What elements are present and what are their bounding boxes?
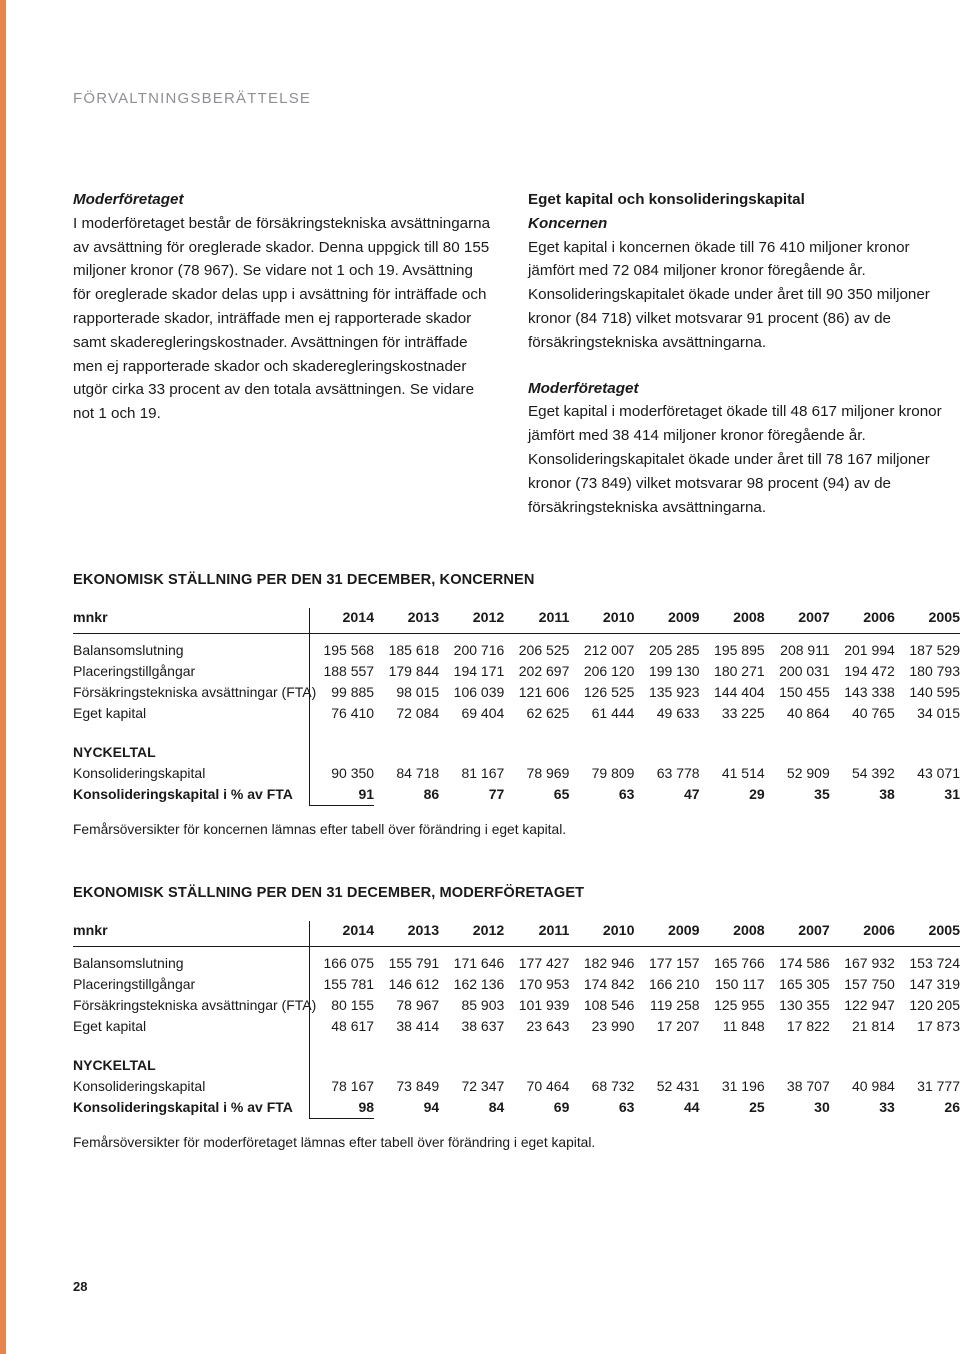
ratio-value: 63: [618, 1099, 635, 1116]
ratio-value: 77: [488, 786, 505, 803]
ratio-value: 38 707: [786, 1078, 830, 1094]
cell-value: 143 338: [844, 684, 895, 700]
year-header: 2007: [765, 921, 830, 947]
cell-value: 23 990: [591, 1018, 635, 1034]
left-column: [73, 188, 493, 426]
ratio-value: 63 778: [656, 765, 700, 781]
ratio-value: 69: [553, 1099, 570, 1116]
year-header: 2013: [374, 921, 439, 947]
table-header-row: [73, 608, 960, 634]
table-row: [73, 661, 960, 682]
cell-value: 174 842: [583, 976, 635, 992]
right-subhead-moderforetaget: Moderföretaget: [528, 379, 639, 397]
nyckeltal-row: [73, 742, 960, 763]
cell-value: 106 039: [453, 684, 505, 700]
cell-value: 48 617: [309, 1016, 374, 1037]
table-title: EKONOMISK STÄLLNING PER DEN 31 DECEMBER, MODERFÖRETAGET: [73, 885, 585, 901]
ratio-value: 65: [553, 786, 570, 803]
cell-value: 135 923: [648, 684, 700, 700]
row-label: Försäkringstekniska avsättningar (FTA): [73, 684, 317, 700]
cell-value: 126 525: [583, 684, 635, 700]
right-heading: Eget kapital och konsolideringskapital: [528, 191, 805, 208]
cell-value: 195 895: [714, 642, 765, 658]
cell-value: 33 225: [721, 705, 765, 721]
ratio-value: 30: [814, 1099, 830, 1116]
nyckeltal-label: NYCKELTAL: [73, 744, 156, 760]
cell-value: 155 781: [309, 974, 374, 995]
year-header: 2010: [569, 608, 634, 634]
ratio-value: 68 732: [591, 1078, 635, 1094]
cell-value: 119 258: [649, 997, 700, 1013]
financial-table: [73, 608, 960, 806]
right-subhead-koncernen: Koncernen: [528, 214, 608, 232]
cell-value: 206 525: [518, 642, 570, 658]
cell-value: 195 568: [309, 634, 374, 662]
cell-value: 174 586: [779, 955, 830, 971]
nyckeltal-row: [73, 1055, 960, 1076]
cell-value: 11 848: [722, 1018, 765, 1034]
year-header: 2008: [700, 921, 765, 947]
cell-value: 140 595: [909, 684, 960, 700]
year-header: 2005: [895, 921, 960, 947]
year-header: 2009: [634, 608, 699, 634]
cell-value: 208 911: [780, 642, 830, 658]
cell-value: 72 084: [396, 705, 440, 721]
ratio-value: 31: [944, 786, 960, 803]
ratio-value: 98: [309, 1097, 374, 1119]
unit-label: mnkr: [73, 608, 309, 634]
table-spacer: [73, 1037, 960, 1055]
ratio-value: 73 849: [396, 1078, 440, 1094]
table-row: [73, 682, 960, 703]
year-header: 2012: [439, 921, 504, 947]
cell-value: 153 724: [909, 955, 960, 971]
year-header: 2014: [309, 921, 374, 947]
cell-value: 188 557: [309, 661, 374, 682]
ratio-value: 63: [618, 786, 635, 803]
ratio-value: 54 392: [852, 765, 895, 781]
cell-value: 170 953: [518, 976, 570, 992]
cell-value: 120 205: [909, 997, 960, 1013]
cell-value: 179 844: [388, 663, 440, 679]
cell-value: 69 404: [461, 705, 505, 721]
ratio-value: 38: [879, 786, 895, 803]
nyckeltal-label: NYCKELTAL: [73, 1057, 156, 1073]
ratio-row: [73, 763, 960, 784]
cell-value: 78 967: [396, 997, 440, 1013]
left-paragraph: I moderföretaget består de försäkringstekniska avsättningarna av avsättning för oreglerade skador. Denna uppgick till 80 155 miljoner kronor (78 967). Se vidare not 1 och 19. Avsättning för oreglerade skador delas upp i avsättning för inträffade och rapporterade skador, inträffade men ej rapporterade skador samt skaderegleringskostnader. Avsättningen för inträffade men ej rapporterade skador och skaderegleringskostnader utgör cirka 33 procent av den totala avsättningen. Se vidare not 1 och 19.: [73, 214, 491, 423]
cell-value: 40 765: [852, 705, 895, 721]
cell-value: 125 955: [714, 997, 765, 1013]
ratio-value: 29: [749, 786, 765, 803]
year-header: 2011: [504, 921, 569, 947]
cell-value: 38 414: [396, 1018, 440, 1034]
year-header: 2012: [439, 608, 504, 634]
year-header: 2008: [700, 608, 765, 634]
ratio-label: Konsolideringskapital i % av FTA: [73, 1099, 293, 1116]
ratio-value: 41 514: [721, 765, 765, 781]
cell-value: 17 822: [786, 1018, 830, 1034]
cell-value: 182 946: [583, 955, 635, 971]
cell-value: 98 015: [396, 684, 440, 700]
cell-value: 49 633: [656, 705, 700, 721]
ratio-value: 25: [749, 1099, 765, 1116]
cell-value: 108 546: [583, 997, 635, 1013]
cell-value: 121 606: [518, 684, 570, 700]
cell-value: 85 903: [461, 997, 505, 1013]
cell-value: 200 716: [453, 642, 505, 658]
cell-value: 194 472: [844, 663, 895, 679]
table-row: [73, 703, 960, 724]
cell-value: 165 766: [714, 955, 765, 971]
year-header: 2013: [374, 608, 439, 634]
ratio-value: 70 464: [526, 1078, 570, 1094]
row-label: Balansomslutning: [73, 955, 184, 971]
ratio-value: 84 718: [396, 765, 440, 781]
year-header: 2009: [634, 921, 699, 947]
ratio-row: [73, 1076, 960, 1097]
ratio-value: 35: [814, 786, 830, 803]
ratio-row: [73, 1097, 960, 1119]
ratio-value: 52 431: [656, 1078, 700, 1094]
cell-value: 99 885: [309, 682, 374, 703]
cell-value: 80 155: [309, 995, 374, 1016]
cell-value: 38 637: [461, 1018, 505, 1034]
row-label: Placeringstillgångar: [73, 663, 196, 679]
ratio-value: 78 969: [526, 765, 570, 781]
table-row: [73, 1016, 960, 1037]
cell-value: 150 117: [715, 976, 765, 992]
year-header: 2010: [569, 921, 634, 947]
page-number: 28: [73, 1279, 88, 1294]
row-label: Eget kapital: [73, 1018, 147, 1034]
year-header: 2011: [504, 608, 569, 634]
year-header: 2007: [765, 608, 830, 634]
cell-value: 171 646: [453, 955, 505, 971]
cell-value: 40 864: [786, 705, 830, 721]
ratio-value: 72 347: [461, 1078, 505, 1094]
ratio-row: [73, 784, 960, 806]
cell-value: 130 355: [779, 997, 830, 1013]
cell-value: 199 130: [648, 663, 700, 679]
cell-value: 205 285: [648, 642, 700, 658]
right-paragraph-moderforetaget: Eget kapital i moderföretaget ökade till 48 617 miljoner kronor jämfört med 38 414 miljoner kronor föregående år. Konsolideringskapitalet ökade under året till 78 167 miljoner kronor (73 849) vilket motsvarar 98 procent (94) av de försäkringstekniska avsättningarna.: [528, 403, 942, 516]
cell-value: 206 120: [583, 663, 635, 679]
table-row: [73, 995, 960, 1016]
right-paragraph-koncernen: Eget kapital i koncernen ökade till 76 410 miljoner kronor jämfört med 72 084 miljoner kronor föregående år. Konsolideringskapitalet ökade under året till 90 350 miljoner kronor (84 718) vilket motsvarar 91 procent (86) av de försäkringstekniska avsättningarna.: [528, 238, 930, 351]
table-moderforetaget: [73, 885, 960, 1150]
table-koncernen: [73, 572, 960, 837]
year-header: 2006: [830, 921, 895, 947]
row-label: Placeringstillgångar: [73, 976, 196, 992]
table-spacer: [73, 724, 960, 742]
ratio-value: 26: [944, 1099, 960, 1116]
ratio-value: 91: [309, 784, 374, 806]
cell-value: 61 444: [591, 705, 635, 721]
ratio-value: 94: [423, 1099, 440, 1116]
cell-value: 34 015: [917, 705, 960, 721]
table-header-row: [73, 921, 960, 947]
ratio-value: 52 909: [786, 765, 830, 781]
table-row: [73, 634, 960, 662]
cell-value: 177 427: [518, 955, 570, 971]
financial-table: [73, 921, 960, 1119]
cell-value: 185 618: [388, 642, 440, 658]
row-label: Eget kapital: [73, 705, 147, 721]
ratio-value: 78 167: [309, 1076, 374, 1097]
cell-value: 200 031: [779, 663, 830, 679]
cell-value: 150 455: [779, 684, 830, 700]
cell-value: 167 932: [844, 955, 895, 971]
cell-value: 180 793: [909, 663, 960, 679]
ratio-label: Konsolideringskapital: [73, 1078, 206, 1094]
cell-value: 162 136: [453, 976, 505, 992]
section-header: FÖRVALTNINGSBERÄTTELSE: [73, 90, 312, 107]
table-row: [73, 947, 960, 975]
cell-value: 23 643: [526, 1018, 570, 1034]
ratio-value: 43 071: [917, 765, 960, 781]
table-footnote: Femårsöversikter för koncernen lämnas efter tabell över förändring i eget kapital.: [73, 822, 567, 837]
row-label: Försäkringstekniska avsättningar (FTA): [73, 997, 317, 1013]
cell-value: 166 210: [648, 976, 700, 992]
ratio-value: 31 196: [721, 1078, 765, 1094]
unit-label: mnkr: [73, 921, 309, 947]
ratio-value: 40 984: [852, 1078, 895, 1094]
ratio-value: 84: [488, 1099, 505, 1116]
cell-value: 17 207: [656, 1018, 700, 1034]
cell-value: 146 612: [388, 976, 440, 992]
cell-value: 180 271: [714, 663, 765, 679]
cell-value: 165 305: [779, 976, 830, 992]
cell-value: 76 410: [309, 703, 374, 724]
cell-value: 122 947: [844, 997, 895, 1013]
table-row: [73, 974, 960, 995]
right-column: [528, 188, 958, 519]
ratio-value: 86: [423, 786, 440, 803]
year-header: 2014: [309, 608, 374, 634]
cell-value: 201 994: [844, 642, 895, 658]
year-header: 2005: [895, 608, 960, 634]
ratio-label: Konsolideringskapital: [73, 765, 206, 781]
row-label: Balansomslutning: [73, 642, 184, 658]
left-subhead: Moderföretaget: [73, 191, 184, 208]
cell-value: 202 697: [518, 663, 570, 679]
cell-value: 17 873: [917, 1018, 960, 1034]
ratio-value: 47: [683, 786, 700, 803]
table-title: EKONOMISK STÄLLNING PER DEN 31 DECEMBER, KONCERNEN: [73, 572, 535, 588]
cell-value: 21 814: [852, 1018, 895, 1034]
cell-value: 177 157: [648, 955, 700, 971]
year-header: 2006: [830, 608, 895, 634]
accent-edge-bar: [0, 0, 6, 1354]
ratio-value: 90 350: [309, 763, 374, 784]
cell-value: 62 625: [526, 705, 570, 721]
ratio-value: 44: [683, 1099, 700, 1116]
ratio-value: 79 809: [591, 765, 635, 781]
cell-value: 157 750: [844, 976, 895, 992]
ratio-value: 33: [879, 1099, 895, 1116]
cell-value: 166 075: [309, 947, 374, 975]
cell-value: 187 529: [909, 642, 960, 658]
ratio-value: 81 167: [461, 765, 505, 781]
cell-value: 101 939: [518, 997, 570, 1013]
cell-value: 144 404: [714, 684, 765, 700]
cell-value: 194 171: [453, 663, 505, 679]
cell-value: 147 319: [909, 976, 960, 992]
ratio-value: 31 777: [917, 1078, 960, 1094]
ratio-label: Konsolideringskapital i % av FTA: [73, 786, 293, 803]
table-footnote: Femårsöversikter för moderföretaget lämnas efter tabell över förändring i eget kapital.: [73, 1135, 596, 1150]
cell-value: 212 007: [583, 642, 635, 658]
cell-value: 155 791: [388, 955, 440, 971]
